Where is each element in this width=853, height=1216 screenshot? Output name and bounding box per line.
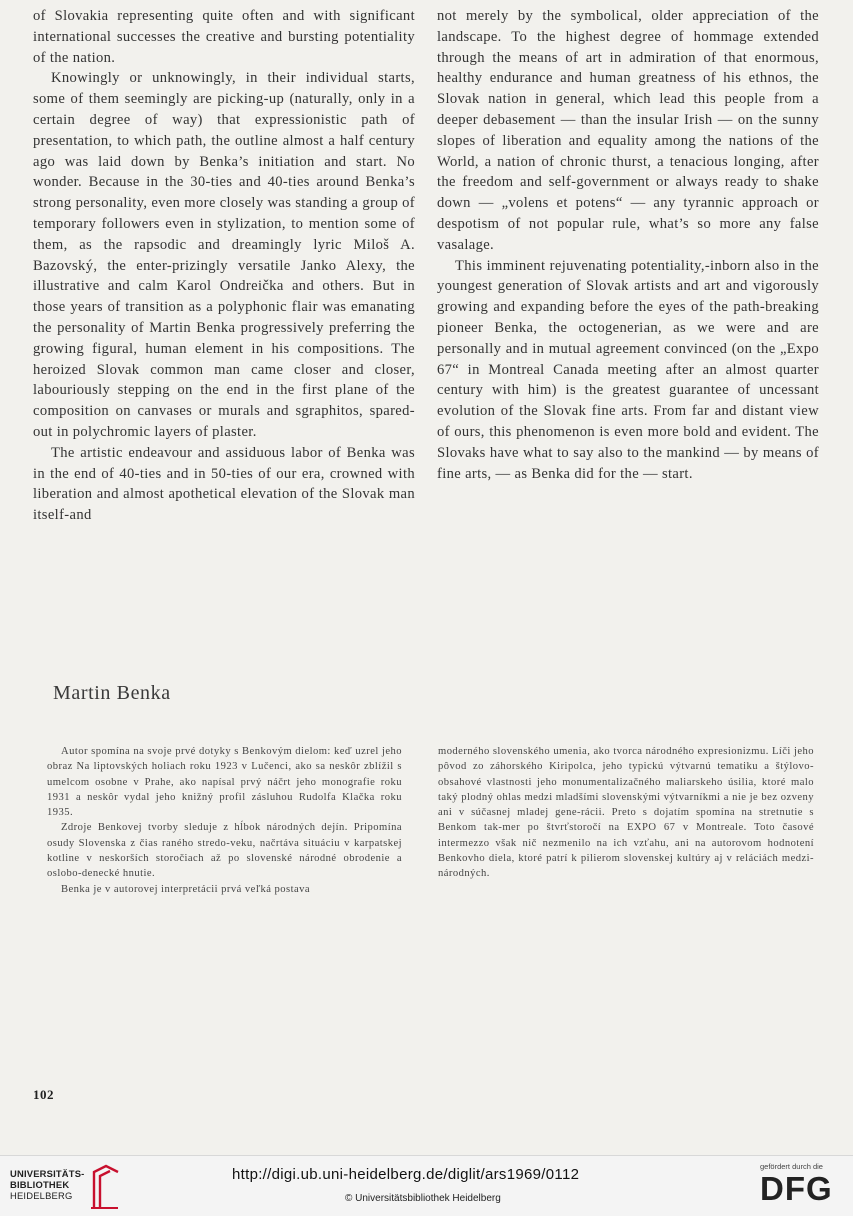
paragraph: not merely by the symbolical, older appreciation of the landscape. To the highest degree of hommage extended through the means of art in admiration of that enormous, healthy endurance and human greatness of his ethnos, the Slovak nation in general, which lead this people from a deeper debasement — than the insular Irish — on the sunny slopes of liberation and equality among the nations of the World, a nation of chronic thurst, a tenacious longing, after the freedom and self-government or always ready to shake down — „volens et potens“ — any tyrannic approach or despotism of not popular rule, what’s so more any false vasalage.: [437, 8, 819, 253]
library-name-line: BIBLIOTHEK: [10, 1179, 70, 1190]
paragraph: Knowingly or unknowingly, in their individual starts, some of them seemingly are picking-up (naturally, only in a certain degree of way) that expressionistic path of presentation, to which path, the outline almost a half century ago was laid down by Benka’s initiation and start. No wonder. Because in the 30-ties and 40-ties around Benka’s strong personality, even more closely was standing a group of temporary followers even in stylization, to mention some of them, as the rapsodic and dreamingly lyric Miloš A. Bazovský, the enter-prizingly versatile Janko Alexy, the illustrative and calm Karol Ondreička and others. But in those years of transition as a polyphonic flair was emanating the personality of Martin Benka progressively preferring the growing figural, human element in his compositions. The heroized Slovak common man came closer and closer, labouriously stepping on the end in the first plane of the composition on canvases or murals and sgraphitos, spared-out in polychromic layers of plaster.: [33, 70, 415, 440]
permalink[interactable]: http://digi.ub.uni-heidelberg.de/diglit/ars1969/0112: [232, 1166, 580, 1183]
funding-label: gefördert durch die: [760, 1162, 823, 1171]
library-name-line: HEIDELBERG: [10, 1190, 73, 1201]
summary-column-left: [47, 744, 402, 897]
summary-paragraph: Autor spomína na svoje prvé dotyky s Benkovým dielom: keď uzrel jeho obraz Na liptovských holiach roku 1923 v Lučenci, ako sa neskôr zblížil s umelcom osobne v Prahe, ako napísal prvý náčrt jeho monografie roku 1931 a neskôr vydal jeho knižný profil zásluhou Rudolfa Klačka roku 1935.: [47, 746, 402, 819]
summary-paragraph: Benka je v autorovej interpretácii prvá veľká postava: [61, 883, 311, 895]
main-column-right: [437, 6, 819, 484]
library-name-line: UNIVERSITÄTS-: [10, 1168, 85, 1179]
copyright-notice: © Universitätsbibliothek Heidelberg: [345, 1193, 501, 1204]
page-number: 102: [33, 1087, 54, 1102]
library-logo-icon: [88, 1162, 122, 1210]
section-title: Martin Benka: [53, 682, 171, 704]
paragraph: of Slovakia representing quite often and with significant international successes the creative and bursting potentiality of the nation.: [33, 8, 415, 66]
dfg-logo: DFG: [760, 1170, 833, 1207]
paragraph: This imminent rejuvenating potentiality,-inborn also in the youngest generation of Slovak artists and art and vigorously growing and expanding before the eyes of the path-breaking pioneer Benka, the octogenerian, as we were and are personally and in mutual agreement convinced (on the „Expo 67“ in Montreal Canada meeting after an almost quarter century with him) is the greatest guarantee of uncessant evolution of the Slovak fine arts. From far and distant view of ours, this phenomenon is even more bold and evident. The Slovaks have what to say also to the mankind — by means of fine arts, — as Benka did for the — start.: [437, 257, 819, 482]
summary-column-right: [438, 744, 814, 882]
footer-bar: [0, 1155, 853, 1216]
summary-paragraph: Zdroje Benkovej tvorby sleduje z hĺbok národných dejín. Pripomína osudy Slovenska z čias raného stredo-veku, načrtáva situáciu v karpatskej kotline v neskorších storočiach až po slovenské národné obrodenie a oslobo-denecké hnutie.: [47, 822, 402, 880]
summary-paragraph: moderného slovenského umenia, ako tvorca národného expresionizmu. Líči jeho pôvod zo záhorského Kiripolca, jeho typickú výtvarnú tematiku a štýlovo-obsahové vlastnosti jeho monumentalizačného maliarskeho úsilia, ktoré malo taký plodný ohlas medzi mladšími slovenskými výtvarníkmi a nie je bez ozveny ani v súčasnej mladej gene-rácii. Preto s dojatím spomína na stretnutie s Benkom tak-mer po štvrťstoročí na EXPO 67 v Montreale. Toto časové intermezzo však nič nezmenilo na ich vzťahu, ani na autorovom hodnotení Benkovho diela, ktoré patrí k pilierom slovenskej kultúry aj v reláciách medzi-národných.: [438, 746, 814, 880]
library-logo-text: [10, 1168, 84, 1201]
paragraph: The artistic endeavour and assiduous labor of Benka was in the end of 40-ties and in 50-ties of our era, crowned with liberation and almost apothetical elevation of the Slovak man itself-and: [33, 444, 415, 524]
main-column-left: [33, 6, 415, 526]
